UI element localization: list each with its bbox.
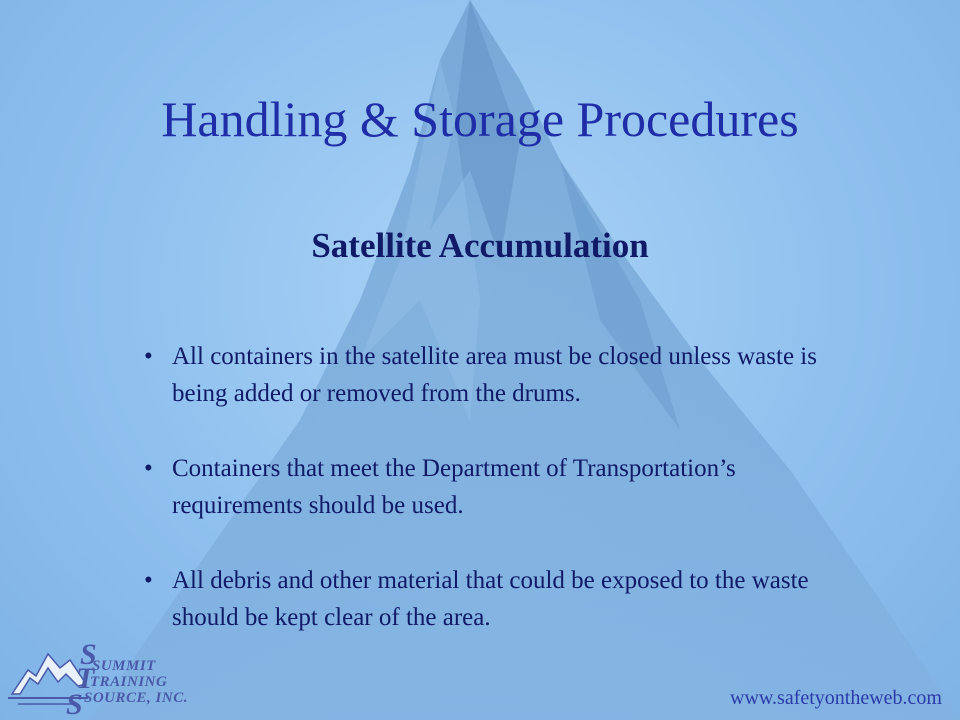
bullet-item [144, 562, 834, 636]
bullet-item [144, 450, 834, 524]
bullet-text: All debris and other material that could be exposed to the waste should be kept clear of the area. [172, 567, 809, 631]
bullet-item [144, 338, 834, 412]
logo-line: SUMMIT [92, 658, 156, 674]
logo-line: SOURCE, INC. [84, 690, 188, 706]
bullet-list [144, 338, 834, 636]
website-url: www.safetyontheweb.com [730, 687, 942, 709]
bullet-dot: • [144, 343, 153, 370]
slide-title: Handling & Storage Procedures [161, 91, 799, 147]
slide-subtitle: Satellite Accumulation [311, 226, 649, 265]
bullet-text: Containers that meet the Department of Transportation’s requirements should be used. [172, 455, 736, 519]
bullet-dot: • [144, 567, 153, 594]
svg-text:S: S [66, 688, 83, 716]
svg-text:T: T [76, 662, 95, 695]
logo-text [78, 658, 188, 706]
bullet-text: All containers in the satellite area must be closed unless waste is being added or removed from the drums. [172, 343, 817, 407]
bullet-dot: • [144, 455, 153, 482]
svg-text:S: S [80, 638, 97, 671]
logo-line: TRAINING [90, 674, 168, 690]
